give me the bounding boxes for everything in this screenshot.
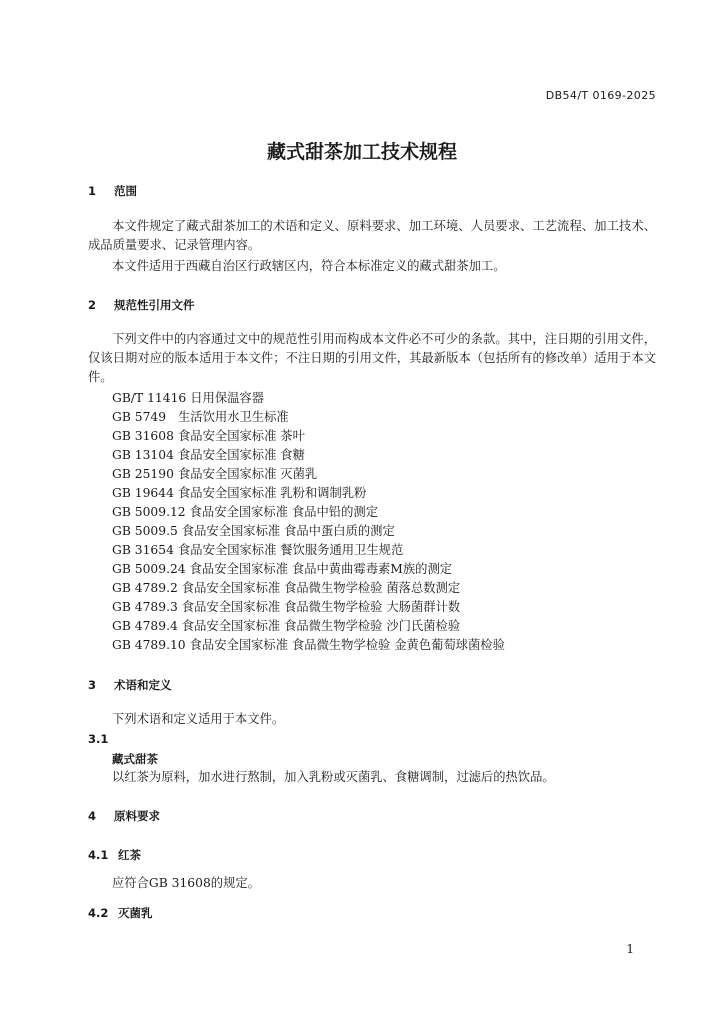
reference-title: 食品安全国家标准 餐饮服务通用卫生规范 — [178, 543, 404, 557]
reference-item — [112, 597, 460, 615]
reference-code: GB 5009.5 — [112, 524, 178, 538]
reference-title: 生活饮用水卫生标准 — [178, 410, 289, 424]
section-number: 2 — [88, 298, 97, 312]
reference-title: 食品安全国家标准 食品微生物学检验 沙门氏菌检验 — [181, 619, 461, 633]
section-1-heading — [88, 183, 137, 199]
subsection-number: 4.1 — [88, 848, 109, 862]
reference-code: GB/T 11416 — [112, 391, 187, 405]
term-definition: 以红茶为原料，加水进行熬制，加入乳粉或灭菌乳、食糖调制，过滤后的热饮品。 — [112, 770, 555, 784]
section-number: 1 — [88, 184, 97, 198]
reference-title: 食品安全国家标准 食品中黄曲霉毒素M族的测定 — [189, 562, 453, 576]
reference-item — [112, 502, 378, 520]
reference-code: GB 4789.4 — [112, 619, 178, 633]
reference-item — [112, 635, 505, 653]
reference-item — [112, 407, 289, 425]
document-title: 藏式甜茶加工技术规程 — [266, 141, 457, 163]
subsection-4-2-heading — [88, 905, 153, 921]
reference-item — [112, 388, 264, 406]
reference-title: 食品安全国家标准 食品微生物学检验 金黄色葡萄球菌检验 — [189, 638, 505, 652]
subsection-number: 4.2 — [88, 906, 109, 920]
reference-item — [112, 559, 452, 577]
section-title: 术语和定义 — [114, 678, 172, 692]
section-title: 规范性引用文件 — [114, 298, 195, 312]
term-number: 3.1 — [88, 732, 109, 746]
reference-code: GB 13104 — [112, 448, 174, 462]
section-3-heading — [88, 677, 172, 693]
page-number: 1 — [626, 942, 634, 956]
reference-code: GB 5009.12 — [112, 505, 186, 519]
reference-code: GB 5009.24 — [112, 562, 186, 576]
section-title: 范围 — [114, 184, 137, 198]
term-name: 藏式甜茶 — [112, 752, 158, 766]
reference-item — [112, 521, 395, 539]
reference-title: 食品安全国家标准 灭菌乳 — [178, 467, 318, 481]
section-number: 4 — [88, 809, 97, 823]
reference-title: 食品安全国家标准 食糖 — [178, 448, 305, 462]
reference-title: 食品安全国家标准 乳粉和调制乳粉 — [178, 486, 367, 500]
reference-code: GB 31608 — [112, 429, 174, 443]
reference-item — [112, 426, 305, 444]
reference-code: GB 5749 — [112, 410, 167, 424]
reference-title: 食品安全国家标准 茶叶 — [178, 429, 305, 443]
reference-title: 食品安全国家标准 食品中蛋白质的测定 — [181, 524, 395, 538]
reference-code: GB 31654 — [112, 543, 174, 557]
reference-title: 食品安全国家标准 食品中铅的测定 — [189, 505, 378, 519]
scope-paragraph-2 — [88, 257, 656, 276]
section-number: 3 — [88, 678, 97, 692]
subsection-4-1-text: 应符合GB 31608的规定。 — [112, 876, 260, 890]
reference-title: 食品安全国家标准 食品微生物学检验 菌落总数测定 — [181, 581, 461, 595]
reference-item — [112, 540, 403, 558]
reference-code: GB 25190 — [112, 467, 174, 481]
reference-code: GB 4789.3 — [112, 600, 178, 614]
subsection-title: 灭菌乳 — [118, 906, 153, 920]
reference-item — [112, 445, 305, 463]
paragraph-text: 本文件适用于西藏自治区行政辖区内，符合本标准定义的藏式甜茶加工。 — [112, 259, 506, 273]
reference-item — [112, 578, 460, 596]
reference-item — [112, 464, 317, 482]
reference-title: 日用保温容器 — [190, 391, 265, 405]
paragraph-text: 下列文件中的内容通过文中的规范性引用而构成本文件必不可少的条款。其中，注日期的引用文件，仅该日期对应的版本适用于本文件；不注日期的引用文件，其最新版本（包括所有的修改单）适用于本文件。 — [88, 332, 656, 384]
reference-code: GB 19644 — [112, 486, 174, 500]
reference-code: GB 4789.2 — [112, 581, 178, 595]
normative-references-intro — [88, 330, 656, 387]
standard-number: DB54/T 0169-2025 — [545, 89, 656, 102]
subsection-title: 红茶 — [118, 848, 141, 862]
section-2-heading — [88, 297, 195, 313]
reference-item — [112, 616, 460, 634]
terms-intro: 下列术语和定义适用于本文件。 — [112, 712, 285, 726]
reference-title: 食品安全国家标准 食品微生物学检验 大肠菌群计数 — [181, 600, 461, 614]
reference-code: GB 4789.10 — [112, 638, 186, 652]
section-title: 原料要求 — [114, 809, 160, 823]
subsection-4-1-heading — [88, 847, 141, 863]
scope-paragraph-1 — [88, 217, 656, 255]
paragraph-text: 本文件规定了藏式甜茶加工的术语和定义、原料要求、加工环境、人员要求、工艺流程、加工技术、成品质量要求、记录管理内容。 — [88, 219, 656, 252]
reference-item — [112, 483, 366, 501]
section-4-heading — [88, 808, 160, 824]
